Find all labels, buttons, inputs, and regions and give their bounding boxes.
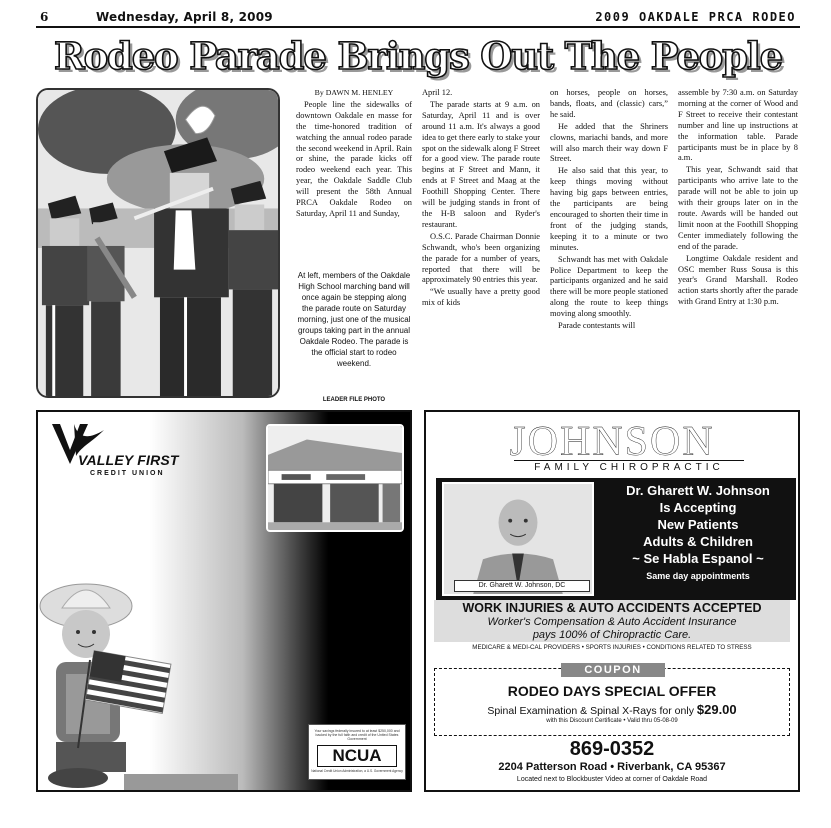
phone-number: 869-0352 — [569, 738, 655, 760]
services-line: MEDICARE & MEDI-CAL PROVIDERS • SPORTS INJURIES • CONDITIONS RELATED TO STRESS — [472, 644, 752, 651]
article-column-3 — [550, 88, 668, 333]
article-paragraph: O.S.C. Parade Chairman Donnie Schwandt, who's been organizing the parade for a number of years, reported that there will be approximately 90 entries this year. — [422, 231, 540, 285]
coupon[interactable] — [434, 664, 790, 736]
doctor-portrait-image — [444, 484, 592, 594]
cowboy-kid-with-flag-image — [38, 578, 238, 790]
doctor-name: Dr. Gharett W. Johnson — [626, 483, 770, 498]
article-paragraph: Longtime Oakdale resident and OSC member Russ Sousa is this year's Grand Marshall. Rodeo action starts shortly after the parade with Grand Entry at 1:30 p.m. — [678, 253, 798, 307]
work-injuries-section — [434, 600, 790, 653]
insurance-line: Worker's Compensation & Auto Accident Insurance — [434, 616, 790, 629]
article-paragraph: assemble by 7:30 a.m. on Saturday morning at the corner of Wood and F Street to receive their contestant number and line up instructions at the information table. Parade participants must be in place by 8 a.m. — [678, 88, 798, 163]
headline: Rodeo Parade Brings Out The People — [54, 34, 782, 78]
ncua-logo: NCUA — [317, 745, 397, 767]
article-paragraph: “We usually have a pretty good mix of kids — [422, 287, 540, 308]
article-column-2 — [422, 88, 540, 310]
article-paragraph: People line the sidewalks of downtown Oakdale en masse for the time-honored tradition of watching the annual rodeo parade the second weekend in April. Rain or shine, the parade kicks off rodeo weekend each year. This year, the Oakdale Saddle Club will present the 58th Annual PRCA Oakdale Rodeo on Saturday, April 11 and Sunday, — [296, 99, 412, 218]
announcement-line: New Patients — [657, 517, 739, 532]
article-paragraph: on horses, people on horses, bands, floats, and (classic) cars,” he said. — [550, 88, 668, 119]
page-number: 6 — [40, 10, 49, 24]
coupon-offer-line — [435, 702, 789, 717]
page-header — [36, 8, 800, 28]
work-injuries-heading: WORK INJURIES & AUTO ACCIDENTS ACCEPTED — [434, 600, 790, 616]
marching-band-image — [38, 90, 278, 396]
johnson-logo-sub: FAMILY CHIROPRACTIC — [514, 460, 744, 473]
announcement-line: ~ Se Habla Espanol ~ — [632, 551, 764, 566]
doctor-photo — [442, 482, 594, 596]
announcement-line: Is Accepting — [659, 500, 737, 515]
photo-credit: LEADER FILE PHOTO — [322, 397, 386, 403]
coupon-price: $29.00 — [696, 702, 737, 717]
ncua-disclaimer: Your savings federally insured to at least $250,000 and backed by the full faith and credit of the United States Government — [314, 729, 400, 741]
coupon-tab: COUPON — [561, 663, 665, 677]
valley-first-ad[interactable] — [36, 410, 412, 792]
doctor-panel — [436, 478, 796, 600]
photo-caption: At left, members of the Oakdale High School marching band will once again be stepping along the parade route on Saturday morning, just one of the musical groups taking part in the annual Oakdale Rodeo. The parade is the official start to rodeo weekend. — [297, 271, 411, 368]
insurance-line: pays 100% of Chiropractic Care. — [434, 629, 790, 642]
doctor-announcement — [604, 482, 792, 581]
ncua-agency: National Credit Union Administration, a U.S. Government Agency — [311, 769, 403, 773]
valley-first-name: VALLEY FIRST — [78, 452, 179, 468]
valley-first-sub: CREDIT UNION — [90, 470, 165, 477]
bank-branch-photo — [266, 424, 404, 532]
article-column-1 — [296, 88, 412, 221]
article-paragraph: Schwandt has met with Oakdale Police Department to keep the participants organized and he said there will be more people stationed along the route to keep things moving along smoothly. — [550, 254, 668, 319]
coupon-offer-title: RODEO DAYS SPECIAL OFFER — [507, 683, 717, 699]
doctor-photo-caption: Dr. Gharett W. Johnson, DC — [454, 580, 590, 592]
johnson-logo-name: JOHNSON — [509, 419, 715, 465]
article-paragraph: He also said that this year, to keep things moving without having big gaps between entries, the participants are being encouraged to shorten their time in front of the judging stands, keeping it to a minute or two minutes. — [550, 166, 668, 252]
article-column-4 — [678, 88, 798, 309]
address: 2204 Patterson Road • Riverbank, CA 95367 — [498, 761, 726, 773]
location-note: Located next to Blockbuster Video at corner of Oakdale Road — [516, 776, 708, 783]
bank-branch-image — [268, 426, 402, 530]
coupon-fine-print: with this Discount Certificate • Valid thru 05-08-09 — [546, 718, 678, 724]
article-paragraph: Parade contestants will — [558, 321, 636, 331]
byline: By DAWN M. HENLEY — [314, 88, 394, 97]
article-paragraph: This year, Schwandt said that participants who arrive late to the parade will not be able to join up with their groups later on in the route. Awards will be handed out limit noon at the Foothill Shopping Center immediately following the end of the parade. — [678, 165, 798, 251]
marching-band-photo — [36, 88, 280, 398]
coupon-offer-text: Spinal Examination & Spinal X-Rays for only — [487, 705, 694, 717]
same-day-appointments: Same day appointments — [646, 571, 750, 581]
article-paragraph: April 12. — [422, 88, 453, 97]
announcement-line: Adults & Children — [643, 534, 753, 549]
section-title: 2009 OAKDALE PRCA RODEO — [595, 10, 796, 24]
article-paragraph: The parade starts at 9 a.m. on Saturday, April 11 and is over around 11 a.m. It's always a good idea to get there early to stake your spot on the sidewalk along F Street for a good view. The parade route begins at F Street and Mann, it ends at F Street and Maag at the Foothill Shopping Center. There will be judging stands in front of the H-B saloon and Ryder's restaurant. — [422, 99, 540, 229]
ncua-badge — [308, 724, 406, 780]
johnson-chiropractic-ad[interactable] — [424, 410, 800, 792]
issue-date: Wednesday, April 8, 2009 — [96, 10, 273, 24]
article-paragraph: He added that the Shriners clowns, mariachi bands, and more will also march their way down F Street. — [550, 121, 668, 164]
